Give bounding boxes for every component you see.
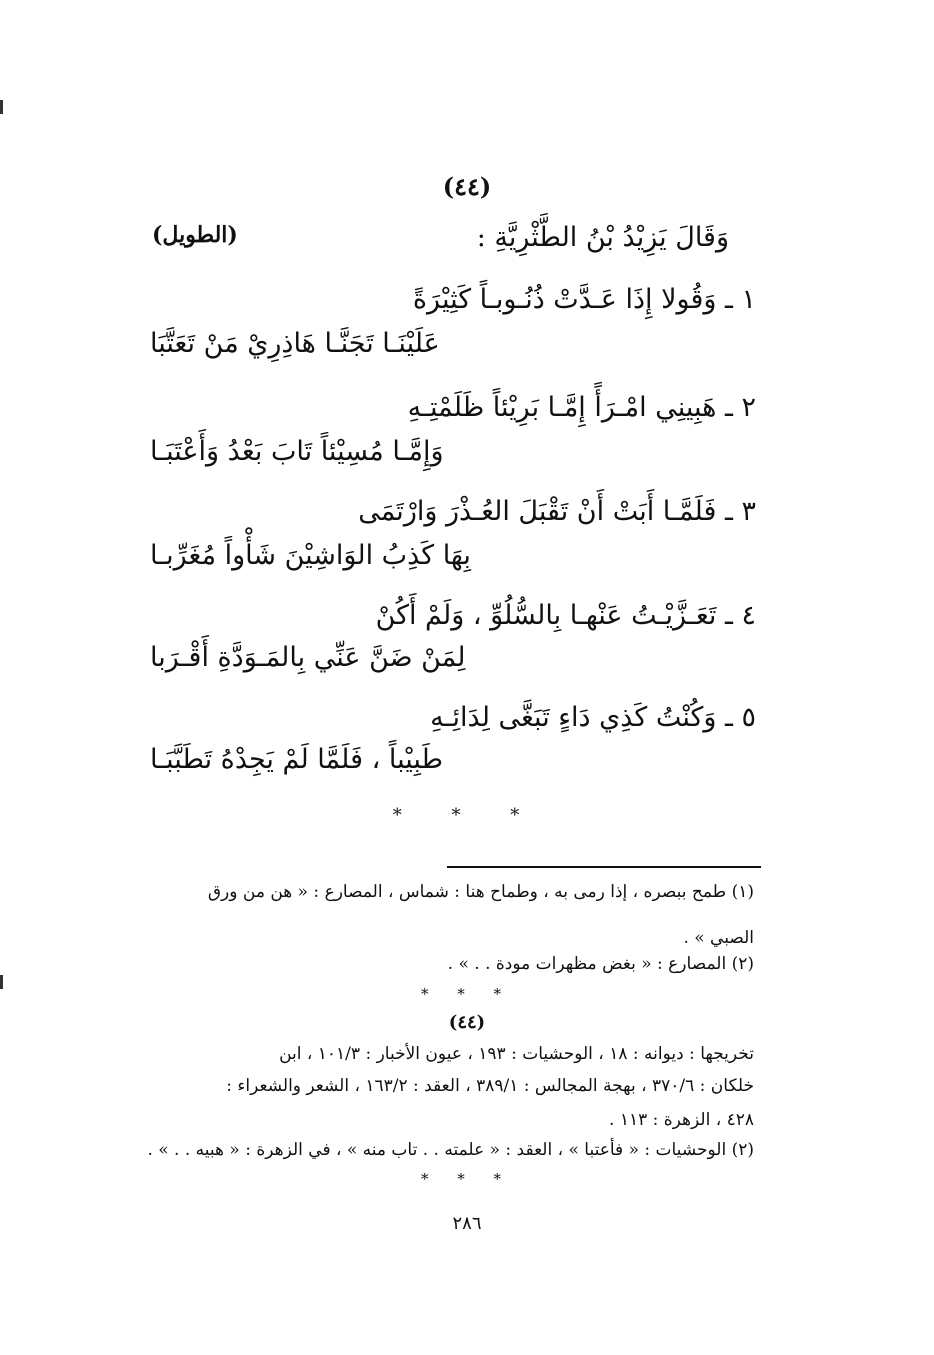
verse-5-first-hemistich: ٥ ـ وَكُنْتُ كَذِي دَاءٍ تَبَغَّى لِدَائِـهِ bbox=[430, 702, 756, 733]
footnote-separator-stars: * * * bbox=[420, 985, 514, 1003]
verse-3-first-hemistich: ٣ ـ فَلَمَّـا أَبَتْ أَنْ تَقْبَلَ العُـذْرَ وَارْتَمَى bbox=[358, 496, 756, 527]
verse-3-second-hemistich: بِهَا كَذِبُ الوَاشِيْنَ شَأْواً مُغَرِّبـا bbox=[150, 540, 471, 571]
poem-meter: (الطويل) bbox=[152, 222, 238, 248]
takhrij-line-2: خلكان : ٣٧٠/٦ ، بهجة المجالس : ٣٨٩/١ ، العقد : ١٦٣/٢ ، الشعر والشعراء : bbox=[226, 1076, 754, 1096]
verse-2-second-hemistich: وَإِمَّـا مُسِيْئاً تَابَ بَعْدُ وَأَعْتَبَـا bbox=[150, 436, 444, 467]
takhrij-line-1: تخريجها : ديوانه : ١٨ ، الوحشيات : ١٩٣ ، عيون الأخبار : ١٠١/٣ ، ابن bbox=[279, 1044, 754, 1064]
footnote-2: (٢) المصارع : « بغض مظهرات مودة . . » . bbox=[447, 954, 754, 974]
poem-number: (٤٤) bbox=[442, 172, 492, 201]
verse-1-first-hemistich: ١ ـ وَقُولا إِذَا عَـدَّتْ ذُنُـوبـاً كَثِيْرَةً bbox=[412, 284, 756, 315]
footnote-poem-number: (٤٤) bbox=[448, 1012, 486, 1033]
footnote-1-line-1: (١) طمح ببصره ، إذا رمى به ، وطماح هنا : شماس ، المصارع : « هن من ورق bbox=[207, 882, 754, 902]
verse-4-second-hemistich: لِمَنْ ضَنَّ عَنِّي بِالمَـوَدَّةِ أَقْـرَبا bbox=[150, 642, 466, 673]
verse-2-first-hemistich: ٢ ـ هَبِينِي امْـرَأً إِمَّـا بَرِيْئاً ظَلَمْتِـهِ bbox=[407, 392, 756, 423]
page-number: ٢٨٦ bbox=[452, 1213, 482, 1234]
verse-1-second-hemistich: عَلَيْنَـا تَجَنَّـا هَاذِرِيْ مَنْ تَعَتَّبَا bbox=[150, 328, 440, 359]
verse-4-first-hemistich: ٤ ـ تَعَـزَّيْـتُ عَنْهـا بِالسُّلُوِّ ، وَلَمْ أَكُنْ bbox=[375, 600, 756, 631]
footnote-divider bbox=[447, 866, 761, 868]
footnote-1-line-2: الصبي » . bbox=[683, 928, 754, 948]
takhrij-line-3: ٤٢٨ ، الزهرة : ١١٣ . bbox=[609, 1110, 754, 1130]
scan-edge-mark bbox=[0, 100, 3, 114]
footnote-current-2: (٢) الوحشيات : « فأعتبا » ، العقد : « علمته . . تاب منه » ، في الزهرة : « هبيه . . » . bbox=[147, 1140, 754, 1160]
verse-5-second-hemistich: طَبِيْباً ، فَلَمَّا لَمْ يَجِدْهُ تَطَبَّبَـا bbox=[150, 744, 444, 775]
poem-intro: وَقَالَ يَزِيْدُ بْنُ الطَّثْرِيَّةِ : bbox=[476, 222, 729, 253]
section-separator-stars: * * * bbox=[392, 805, 542, 826]
footnote-end-stars: * * * bbox=[420, 1170, 514, 1188]
